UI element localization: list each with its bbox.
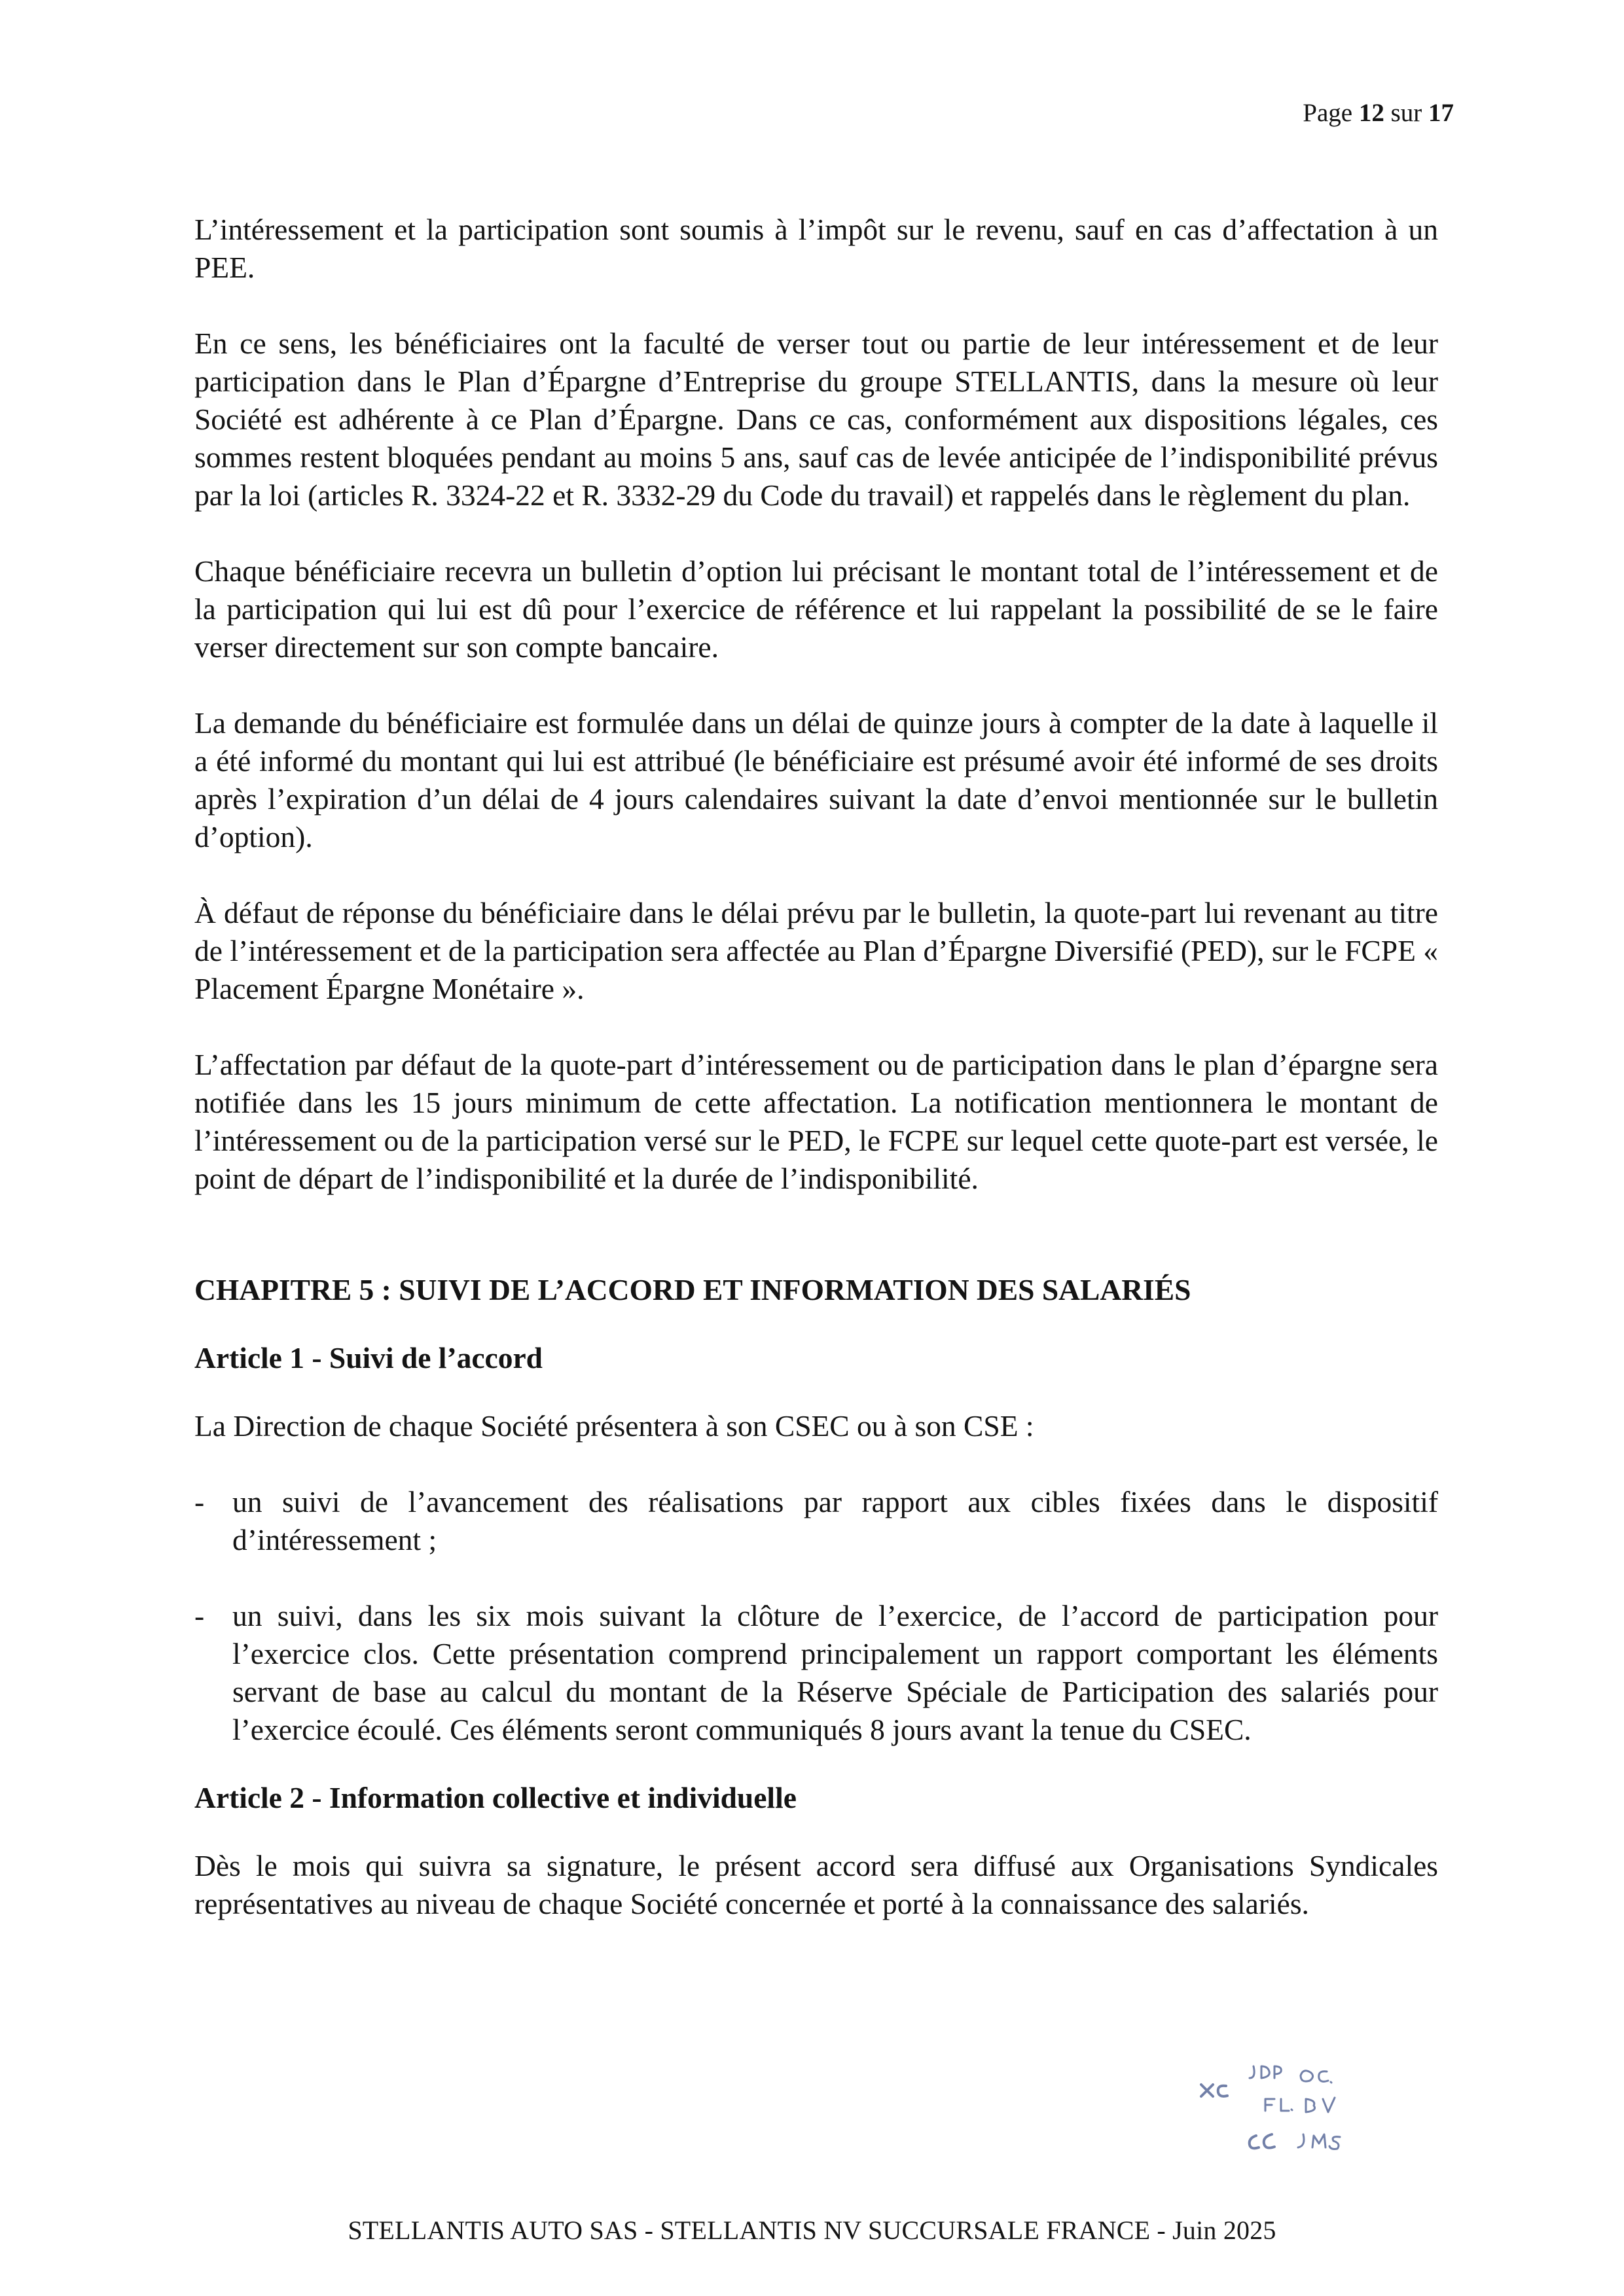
article-1-intro: La Direction de chaque Société présentera à son CSEC ou à son CSE : — [194, 1409, 1034, 1443]
list-item — [194, 1597, 1438, 1749]
paragraph-pee-investment: En ce sens, les bénéficiaires ont la faculté de verser tout ou partie de leur intéressement et de leur participation dans le Plan d’Épargne d’Entreprise du groupe STELLANTIS, dans la mesure où leur Société est adhérente à ce Plan d’Épargne. Dans ce cas, conformément aux dispositions légales, ces sommes restent bloquées pendant au moins 5 ans, sauf cas de levée anticipée de l’indisponibilité prévus par la loi (articles R. 3324-22 et R. 3332-29 du Code du travail) et rappelés dans le règlement du plan. — [194, 327, 1438, 512]
article-2-text: Dès le mois qui suivra sa signature, le présent accord sera diffusé aux Organisations Syndicales représentatives au niveau de chaque Société concernée et porté à la connaissance des salariés. — [194, 1849, 1438, 1920]
article-2-heading: Article 2 - Information collective et individuelle — [194, 1781, 797, 1814]
article-1-heading: Article 1 - Suivi de l’accord — [194, 1341, 543, 1374]
list-item — [194, 1483, 1438, 1559]
paragraph-request-delay: La demande du bénéficiaire est formulée dans un délai de quinze jours à compter de la date à laquelle il a été informé du montant qui lui est attribué (le bénéficiaire est présumé avoir été informé de ses droits après l’expiration d’un délai de 4 jours calendaires suivant la date d’envoi mentionnée sur le bulletin d’option). — [194, 706, 1438, 853]
list-item-text: un suivi de l’avancement des réalisations par rapport aux cibles fixées dans le dispositif d’intéressement ; — [232, 1485, 1438, 1556]
list-item-text: un suivi, dans les six mois suivant la clôture de l’exercice, de l’accord de participation pour l’exercice clos. Cette présentation comprend principalement un rapport comportant les éléments servant de base au calcul du montant de la Réserve Spéciale de Participation des salariés pour l’exercice écoulé. Ces éléments seront communiqués 8 jours avant la tenue du CSEC. — [232, 1599, 1438, 1746]
list-bullet: - — [194, 1599, 205, 1632]
paragraph-option-bulletin: Chaque bénéficiaire recevra un bulletin d’option lui précisant le montant total de l’intéressement et de la participation qui lui est dû pour l’exercice de référence et lui rappelant la possibilité de se le faire verser directement sur son compte bancaire. — [194, 554, 1438, 664]
paragraph-taxation: L’intéressement et la participation sont soumis à l’impôt sur le revenu, sauf en cas d’affectation à un PEE. — [194, 213, 1438, 284]
handwritten-initials — [1188, 2058, 1424, 2176]
document-body — [194, 211, 1438, 1961]
paragraph-allocation-notification: L’affectation par défaut de la quote-part d’intéressement ou de participation dans le plan d’épargne sera notifiée dans les 15 jours minimum de cette affectation. La notification mentionnera le montant de l’intéressement ou de la participation versé sur le PED, le FCPE sur lequel cette quote-part est versée, le point de départ de l’indisponibilité et la durée de l’indisponibilité. — [194, 1048, 1438, 1195]
page-label: Page — [1303, 99, 1353, 127]
page-total: 17 — [1428, 99, 1454, 127]
page-current: 12 — [1358, 99, 1384, 127]
page-number — [1303, 98, 1454, 128]
page-footer: STELLANTIS AUTO SAS - STELLANTIS NV SUCCURSALE FRANCE - Juin 2025 — [348, 2215, 1276, 2245]
list-bullet: - — [194, 1485, 205, 1518]
page-separator: sur — [1390, 99, 1422, 127]
paragraph-default-allocation: À défaut de réponse du bénéficiaire dans le délai prévu par le bulletin, la quote-part lui revenant au titre de l’intéressement et de la participation sera affectée au Plan d’Épargne Diversifié (PED), sur le FCPE « Placement Épargne Monétaire ». — [194, 896, 1438, 1005]
chapter-heading: CHAPITRE 5 : SUIVI DE L’ACCORD ET INFORMATION DES SALARIÉS — [194, 1273, 1191, 1306]
